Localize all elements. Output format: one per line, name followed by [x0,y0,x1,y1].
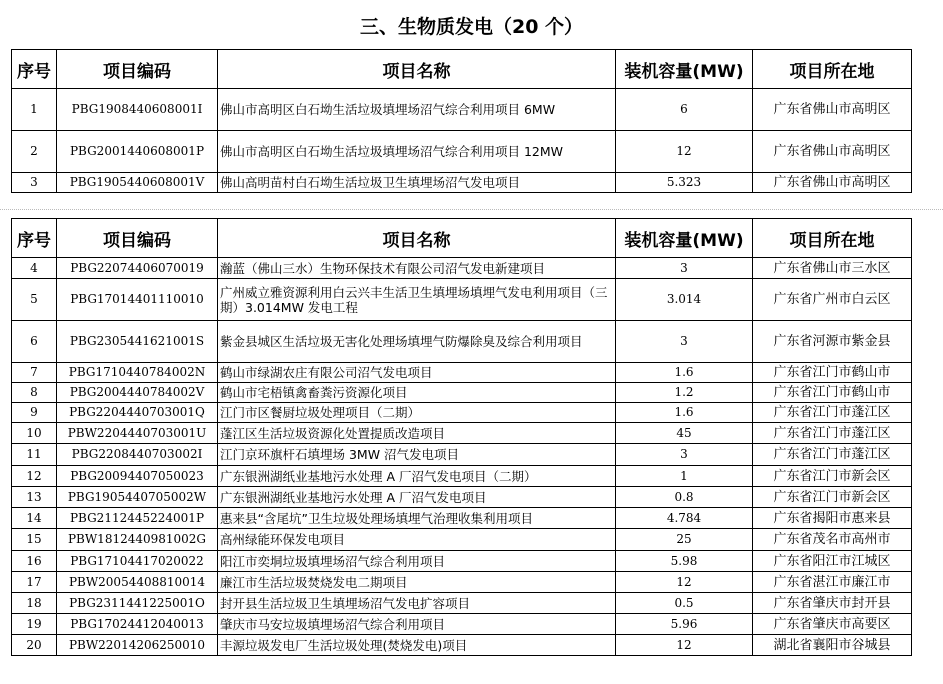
cell-capacity: 3 [616,321,753,363]
cell-seq: 18 [12,593,57,614]
header-seq: 序号 [12,50,57,89]
cell-name: 肇庆市马安垃圾填埋场沼气综合利用项目 [218,614,616,635]
cell-name: 瀚蓝（佛山三水）生物环保技术有限公司沼气发电新建项目 [218,258,616,279]
table-row [12,487,912,508]
header-capacity: 装机容量(MW) [616,219,753,258]
header-location: 项目所在地 [753,50,912,89]
cell-capacity: 3 [616,444,753,466]
cell-code: PBG1905440705002W [57,487,218,508]
cell-name: 阳江市奕垌垃圾填埋场沼气综合利用项目 [218,551,616,572]
cell-location: 广东省佛山市高明区 [753,131,912,173]
cell-location: 广东省佛山市高明区 [753,89,912,131]
cell-capacity: 12 [616,572,753,593]
cell-code: PBG2204440703001Q [57,403,218,423]
header-name: 项目名称 [218,50,616,89]
cell-name: 鹤山市绿湖农庄有限公司沼气发电项目 [218,363,616,383]
table-row [12,363,912,383]
cell-location: 广东省肇庆市封开县 [753,593,912,614]
cell-capacity: 12 [616,131,753,173]
cell-name: 广东银洲湖纸业基地污水处理 A 厂沼气发电项目 [218,487,616,508]
cell-code: PBG2112445224001P [57,508,218,529]
table-row [12,529,912,551]
header-name: 项目名称 [218,219,616,258]
cell-code: PBG20094407050023 [57,466,218,487]
table-row [12,593,912,614]
cell-capacity: 1.6 [616,403,753,423]
header-code: 项目编码 [57,50,218,89]
cell-seq: 5 [12,279,57,321]
cell-capacity: 3.014 [616,279,753,321]
cell-capacity: 0.5 [616,593,753,614]
header-location: 项目所在地 [753,219,912,258]
cell-code: PBG2004440784002V [57,383,218,403]
cell-seq: 9 [12,403,57,423]
table-row [12,423,912,444]
cell-capacity: 5.98 [616,551,753,572]
cell-seq: 1 [12,89,57,131]
cell-name: 惠来县“含尾坑”卫生垃圾处理场填埋气治理收集利用项目 [218,508,616,529]
table-row [12,635,912,656]
cell-capacity: 5.323 [616,173,753,193]
cell-seq: 3 [12,173,57,193]
cell-seq: 6 [12,321,57,363]
table-row [12,614,912,635]
cell-code: PBG17014401110010 [57,279,218,321]
cell-code: PBW22014206250010 [57,635,218,656]
table-row [12,321,912,363]
cell-code: PBW1812440981002G [57,529,218,551]
table-row [12,572,912,593]
cell-location: 广东省江门市蓬江区 [753,403,912,423]
table-row [12,131,912,173]
cell-seq: 20 [12,635,57,656]
cell-name: 广州威立雅资源利用白云兴丰生活卫生填埋场填埋气发电利用项目（三期）3.014MW 发电工程 [218,279,616,321]
table-row [12,89,912,131]
cell-code: PBG17104417020022 [57,551,218,572]
cell-name: 江门京环旗杆石填埋场 3MW 沼气发电项目 [218,444,616,466]
cell-seq: 12 [12,466,57,487]
cell-capacity: 45 [616,423,753,444]
table-row [12,466,912,487]
cell-location: 广东省江门市蓬江区 [753,444,912,466]
cell-code: PBG17024412040013 [57,614,218,635]
cell-code: PBG1710440784002N [57,363,218,383]
document-title: 三、生物质发电（20 个） [359,16,584,38]
cell-capacity: 6 [616,89,753,131]
cell-seq: 11 [12,444,57,466]
table-row [12,173,912,193]
cell-code: PBG1908440608001I [57,89,218,131]
cell-location: 广东省江门市新会区 [753,487,912,508]
cell-location: 广东省江门市鹤山市 [753,363,912,383]
cell-seq: 4 [12,258,57,279]
projects-table-part-1 [11,49,912,193]
projects-table-part-2 [11,218,912,656]
cell-location: 广东省河源市紫金县 [753,321,912,363]
cell-name: 丰源垃圾发电厂生活垃圾处理(焚烧发电)项目 [218,635,616,656]
cell-name: 佛山高明苗村白石坳生活垃圾卫生填埋场沼气发电项目 [218,173,616,193]
table-row [12,383,912,403]
cell-code: PBW2204440703001U [57,423,218,444]
cell-code: PBG2208440703002I [57,444,218,466]
table-row [12,508,912,529]
header-capacity: 装机容量(MW) [616,50,753,89]
table-row [12,258,912,279]
table-header-row [12,50,912,89]
cell-seq: 2 [12,131,57,173]
cell-name: 鹤山市宅梧镇禽畜粪污资源化项目 [218,383,616,403]
cell-name: 佛山市高明区白石坳生活垃圾填埋场沼气综合利用项目 6MW [218,89,616,131]
table-row [12,279,912,321]
cell-capacity: 1.2 [616,383,753,403]
cell-location: 广东省江门市新会区 [753,466,912,487]
cell-name: 高州绿能环保发电项目 [218,529,616,551]
cell-location: 广东省肇庆市高要区 [753,614,912,635]
cell-seq: 15 [12,529,57,551]
cell-capacity: 5.96 [616,614,753,635]
cell-location: 广东省湛江市廉江市 [753,572,912,593]
cell-location: 广东省阳江市江城区 [753,551,912,572]
cell-location: 广东省江门市鹤山市 [753,383,912,403]
cell-capacity: 12 [616,635,753,656]
table-row [12,551,912,572]
cell-seq: 10 [12,423,57,444]
cell-code: PBG2305441621001S [57,321,218,363]
cell-name: 蓬江区生活垃圾资源化处置提质改造项目 [218,423,616,444]
cell-seq: 16 [12,551,57,572]
cell-location: 广东省佛山市三水区 [753,258,912,279]
cell-name: 紫金县城区生活垃圾无害化处理场填埋气防爆除臭及综合利用项目 [218,321,616,363]
cell-name: 廉江市生活垃圾焚烧发电二期项目 [218,572,616,593]
cell-capacity: 1 [616,466,753,487]
cell-capacity: 4.784 [616,508,753,529]
cell-location: 广东省茂名市高州市 [753,529,912,551]
header-code: 项目编码 [57,219,218,258]
cell-location: 广东省江门市蓬江区 [753,423,912,444]
cell-capacity: 25 [616,529,753,551]
cell-code: PBG22074406070019 [57,258,218,279]
table-row [12,444,912,466]
cell-location: 湖北省襄阳市谷城县 [753,635,912,656]
cell-name: 江门市区餐厨垃圾处理项目（二期） [218,403,616,423]
cell-seq: 19 [12,614,57,635]
cell-name: 封开县生活垃圾卫生填埋场沼气发电扩容项目 [218,593,616,614]
cell-seq: 14 [12,508,57,529]
table-row [12,403,912,423]
cell-name: 佛山市高明区白石坳生活垃圾填埋场沼气综合利用项目 12MW [218,131,616,173]
cell-capacity: 0.8 [616,487,753,508]
cell-location: 广东省广州市白云区 [753,279,912,321]
cell-seq: 7 [12,363,57,383]
header-seq: 序号 [12,219,57,258]
cell-code: PBG2311441225001O [57,593,218,614]
cell-code: PBG2001440608001P [57,131,218,173]
cell-code: PBG1905440608001V [57,173,218,193]
page-break-divider [0,209,943,213]
cell-code: PBW20054408810014 [57,572,218,593]
cell-seq: 8 [12,383,57,403]
cell-seq: 13 [12,487,57,508]
cell-seq: 17 [12,572,57,593]
cell-location: 广东省佛山市高明区 [753,173,912,193]
cell-location: 广东省揭阳市惠来县 [753,508,912,529]
cell-name: 广东银洲湖纸业基地污水处理 A 厂沼气发电项目（二期） [218,466,616,487]
cell-capacity: 3 [616,258,753,279]
table-header-row [12,219,912,258]
cell-capacity: 1.6 [616,363,753,383]
